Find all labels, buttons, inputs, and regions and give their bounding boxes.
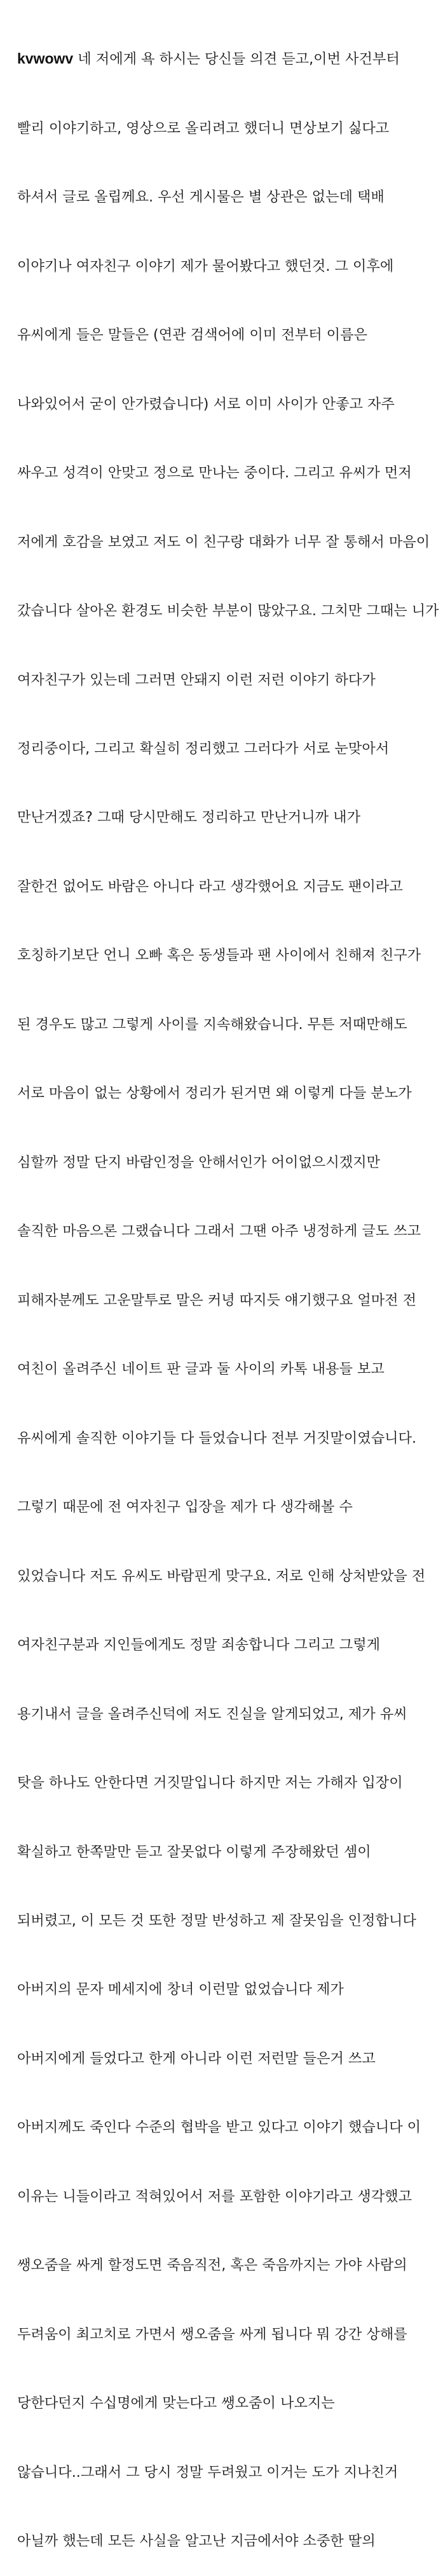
- caption-line: 잘한건 없어도 바람은 아니다 라고 생각했어요 지금도 팬이라고: [17, 878, 403, 895]
- caption-line: 여자친구분과 지인들에게도 정말 죄송합니다 그리고 그렇게: [17, 1637, 381, 1654]
- caption-text: 네 저에게 욕 하시는 당신들 의견 듣고,이번 사건부터: [73, 51, 400, 68]
- caption-line: 호칭하기보단 언니 오빠 혹은 동생들과 팬 사이에서 친해져 친구가: [17, 947, 421, 964]
- caption-line: 만난거겠죠? 그때 당시만해도 정리하고 만난거니까 내가: [17, 809, 361, 826]
- caption-line: 빨리 이야기하고, 영상으로 올리려고 했더니 면상보기 싫다고: [17, 119, 390, 137]
- caption-line: 나와있어서 굳이 안가렸습니다) 서로 이미 사이가 안좋고 자주: [17, 395, 395, 412]
- caption-line: 피해자분께도 고운말투로 말은 커녕 따지듯 얘기했구요 얼마전 전: [17, 1291, 417, 1309]
- caption-line: 유씨에게 들은 말들은 (연관 검색어에 이미 전부터 이름은: [17, 327, 367, 344]
- caption-line: 저에게 호감을 보였고 저도 이 친구랑 대화가 너무 잘 통해서 마음이: [17, 533, 430, 550]
- caption-line: 싸우고 성격이 안맞고 정으로 만나는 중이다. 그리고 유씨가 먼저: [17, 465, 412, 482]
- caption-line: 정리중이다, 그리고 확실히 정리했고 그러다가 서로 눈맞아서: [17, 740, 390, 757]
- username-link[interactable]: kvwowv: [17, 50, 74, 67]
- caption-line: 있었습니다 저도 유씨도 바람핀게 맞구요. 저로 인해 상처받았을 전: [17, 1567, 426, 1584]
- caption-line: 갔습니다 살아온 환경도 비슷한 부분이 많았구요. 그치만 그때는 니가: [17, 603, 439, 620]
- caption-line: 되버렸고, 이 모든 것 또한 정말 반성하고 제 잘못임을 인정합니다: [17, 1912, 416, 1929]
- caption-line: 않습니다..그래서 그 당시 정말 두려웠고 이거는 도가 지나친거: [17, 2464, 399, 2481]
- caption-line: 용기내서 글을 올려주신덕에 저도 진실을 알게되었고, 제가 유씨: [17, 1705, 407, 1722]
- caption-line: [17, 47, 437, 71]
- caption-line: 아닐까 했는데 모든 사실을 알고난 지금에서야 소중한 딸의: [17, 2533, 376, 2550]
- caption-line: 두려움이 최고치로 가면서 쌩오줌을 싸게 됩니다 뭐 강간 상해를: [17, 2326, 407, 2343]
- caption-line: 아버지의 문자 메세지에 창녀 이런말 없었습니다 제가: [17, 1981, 344, 1998]
- caption-line: 심할까 정말 단지 바람인정을 안해서인가 어이없으시겠지만: [17, 1154, 381, 1171]
- caption-line: 아버지에게 들었다고 한게 아니라 이런 저런말 들은거 쓰고: [17, 2050, 376, 2067]
- caption-line: 아버지께도 죽인다 수준의 협박을 받고 있다고 이야기 했습니다 이: [17, 2119, 421, 2136]
- caption-line: 여친이 올려주신 네이트 판 글과 둘 사이의 카톡 내용들 보고: [17, 1361, 385, 1378]
- caption-line: 서로 마음이 없는 상황에서 정리가 된거면 왜 이렇게 다들 분노가: [17, 1085, 412, 1102]
- caption-line: 당한다던지 수십명에게 맞는다고 쌩오줌이 나오지는: [17, 2395, 335, 2412]
- caption-line: 그렇기 때문에 전 여자친구 입장을 제가 다 생각해볼 수: [17, 1499, 353, 1516]
- caption-line: 탓을 하나도 안한다면 거짓말입니다 하지만 저는 가해자 입장이: [17, 1775, 403, 1792]
- caption-line: 여자친구가 있는데 그러면 안돼지 이런 저런 이야기 하다가: [17, 671, 376, 688]
- caption-line: 이유는 니들이라고 적혀있어서 저를 포함한 이야기라고 생각했고: [17, 2188, 412, 2205]
- caption-line: 솔직한 마음으론 그랬습니다 그래서 그땐 아주 냉정하게 글도 쓰고: [17, 1223, 421, 1240]
- caption-line: 확실하고 한쪽말만 듣고 잘못없다 이렇게 주장해왔던 셈이: [17, 1843, 371, 1860]
- caption-line: 쌩오줌을 싸게 할정도면 죽음직전, 혹은 죽음까지는 가야 사람의: [17, 2257, 407, 2274]
- post-caption: [17, 1, 437, 2576]
- caption-line: 하셔서 글로 올립께요. 우선 게시물은 별 상관은 없는데 택배: [17, 189, 385, 206]
- caption-line: 된 경우도 많고 그렇게 사이를 지속해왔습니다. 무튼 저때만해도: [17, 1016, 407, 1033]
- caption-line: 유씨에게 솔직한 이야기들 다 들었습니다 전부 거짓말이였습니다.: [17, 1429, 417, 1447]
- caption-line: 이야기나 여자친구 이야기 제가 물어봤다고 했던것. 그 이후에: [17, 257, 394, 275]
